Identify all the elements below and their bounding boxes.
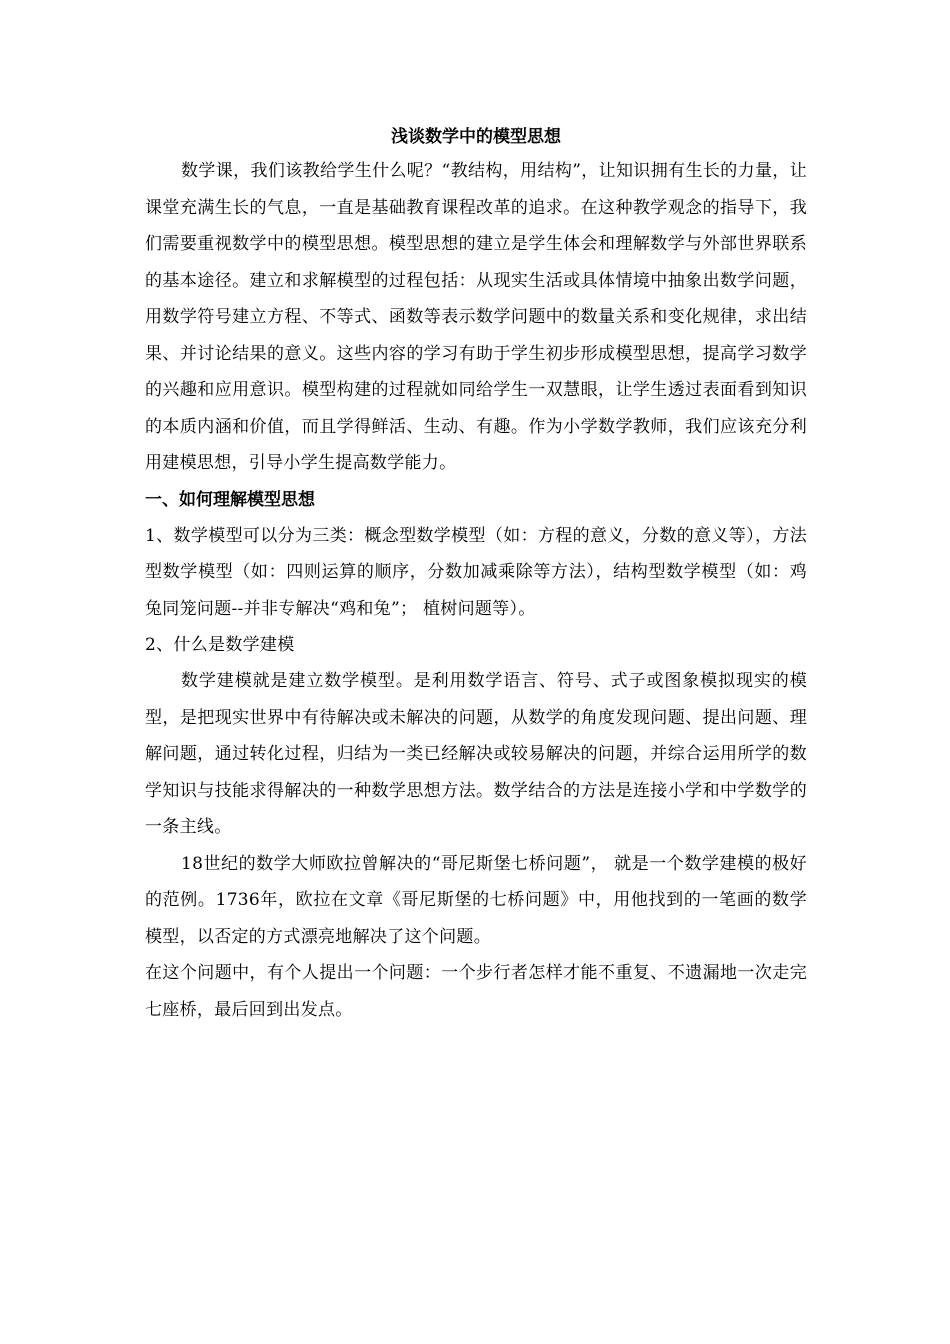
section-heading: 一、如何理解模型思想 — [145, 489, 315, 510]
euler-paragraph: 18世纪的数学大师欧拉曾解决的“哥尼斯堡七桥问题”， 就是一个数学建模的极好的范例。1736年，欧拉在文章《哥尼斯堡的七桥问题》中，用他找到的一笔画的数学模型，以否定的方式漂亮地解决了这个问题。 — [145, 853, 807, 947]
subheading-modeling: 2、什么是数学建模 — [145, 635, 295, 655]
document-title: 浅谈数学中的模型思想 — [391, 127, 561, 147]
intro-paragraph: 数学课，我们该教给学生什么呢？“教结构，用结构”，让知识拥有生长的力量，让课堂充满生长的气息，一直是基础教育课程改革的追求。在这种教学观念的指导下，我们需要重视数学中的模型思想。模型思想的建立是学生体会和理解数学与外部世界联系的基本途径。建立和求解模型的过程包括：从现实生活或具体情境中抽象出数学问题，用数学符号建立方程、不等式、函数等表示数学问题中的数量关系和变化规律，求出结果、并讨论结果的意义。这些内容的学习有助于学生初步形成模型思想，提高学习数学的兴趣和应用意识。模型构建的过程就如同给学生一双慧眼，让学生透过表面看到知识的本质内涵和价值，而且学得鲜活、生动、有趣。作为小学数学教师，我们应该充分利用建模思想，引导小学生提高数学能力。 — [145, 161, 807, 473]
modeling-paragraph: 数学建模就是建立数学模型。是利用数学语言、符号、式子或图象模拟现实的模型，是把现实世界中有待解决或未解决的问题，从数学的角度发现问题、提出问题、理解问题，通过转化过程，归结为一类已经解决或较易解决的问题，并综合运用所学的数学知识与技能求得解决的一种数学思想方法。数学结合的方法是连接小学和中学数学的一条主线。 — [145, 671, 807, 837]
model-types-paragraph: 1、数学模型可以分为三类：概念型数学模型（如：方程的意义，分数的意义等），方法型数学模型（如：四则运算的顺序，分数加减乘除等方法），结构型数学模型（如：鸡兔同笼问题--并非专解决“鸡和兔”； 植树问题等）。 — [145, 525, 807, 619]
question-paragraph: 在这个问题中，有个人提出一个问题：一个步行者怎样才能不重复、不遗漏地一次走完七座桥，最后回到出发点。 — [145, 963, 807, 1020]
document-page — [145, 125, 807, 1028]
